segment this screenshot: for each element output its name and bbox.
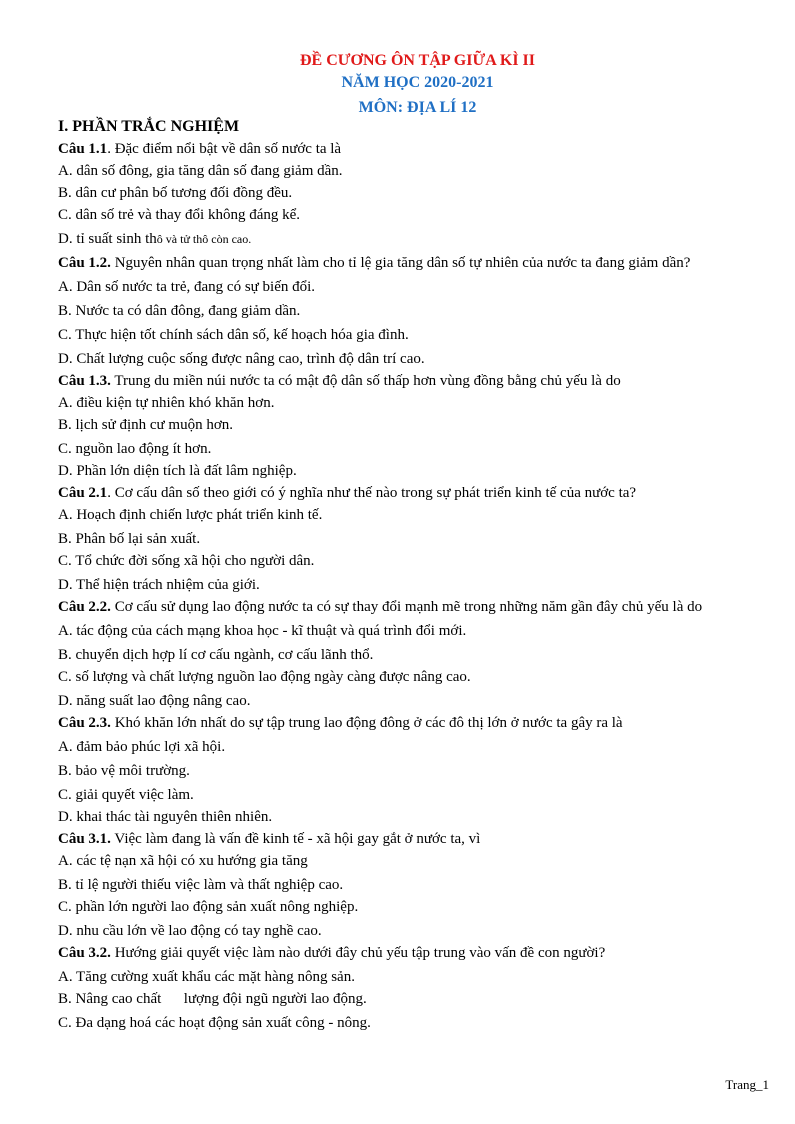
question-text: . Đặc điểm nổi bật về dân số nước ta là: [107, 141, 342, 157]
option: B. bảo vệ môi trường.: [58, 763, 190, 779]
question-number: Câu 1.2.: [58, 255, 111, 271]
question-2-1: [58, 482, 778, 504]
document-title: ĐỀ CƯƠNG ÔN TẬP GIỮA KÌ II: [300, 52, 535, 69]
option: C. Đa dạng hoá các hoạt động sản xuất công - nông.: [58, 1015, 371, 1031]
option: D. nhu cầu lớn về lao động có tay nghề cao.: [58, 923, 322, 939]
option: B. Nâng cao chất lượng đội ngũ người lao động.: [58, 991, 367, 1007]
option: A. tác động của cách mạng khoa học - kĩ thuật và quá trình đổi mới.: [58, 623, 467, 639]
option: D. năng suất lao động nâng cao.: [58, 693, 251, 709]
question-text: . Cơ cấu dân số theo giới có ý nghĩa như thế nào trong sự phát triển kinh tế của nước ta?: [107, 485, 637, 501]
document-body: [58, 116, 778, 1034]
option: A. Dân số nước ta trẻ, đang có sự biến đổi.: [58, 279, 316, 295]
question-text: Việc làm đang là vấn đề kinh tế - xã hội gay gắt ở nước ta, vì: [110, 831, 481, 847]
question-number: Câu 2.3.: [58, 715, 111, 731]
question-number: Câu 2.1: [58, 485, 108, 501]
question-1-1: [58, 138, 778, 160]
section-title: I. PHẦN TRẮC NGHIỆM: [58, 118, 240, 135]
school-year: NĂM HỌC 2020-2021: [341, 74, 494, 91]
option: B. chuyển dịch hợp lí cơ cấu ngành, cơ cấu lãnh thổ.: [58, 647, 374, 663]
option: D. Chất lượng cuộc sống được nâng cao, trình độ dân trí cao.: [58, 351, 425, 367]
option: D. Thể hiện trách nhiệm của giới.: [58, 577, 260, 593]
question-number: Câu 3.2.: [58, 945, 111, 961]
option: C. Thực hiện tốt chính sách dân số, kế hoạch hóa gia đình.: [58, 327, 409, 343]
question-number: Câu 1.3.: [58, 373, 111, 389]
option: B. dân cư phân bố tương đối đồng đều.: [58, 185, 293, 201]
option: A. đảm bảo phúc lợi xã hội.: [58, 739, 226, 755]
option: C. nguồn lao động ít hơn.: [58, 441, 212, 457]
option: C. số lượng và chất lượng nguồn lao động ngày càng được nâng cao.: [58, 669, 471, 685]
option: B. Phân bố lại sản xuất.: [58, 531, 201, 547]
option: D. khai thác tài nguyên thiên nhiên.: [58, 809, 273, 825]
option: A. Tăng cường xuất khẩu các mặt hàng nông sản.: [58, 969, 355, 985]
option-text-small: ô và tử thô còn cao.: [156, 232, 252, 246]
option: B. Nước ta có dân đông, đang giảm dần.: [58, 303, 301, 319]
option-text: D. tỉ suất sinh th: [58, 231, 157, 247]
option: C. Tổ chức đời sống xã hội cho người dân.: [58, 553, 315, 569]
option: C. phần lớn người lao động sản xuất nông nghiệp.: [58, 899, 359, 915]
option: B. tỉ lệ người thiếu việc làm và thất nghiệp cao.: [58, 877, 344, 893]
question-2-3: [58, 712, 778, 734]
option: [58, 228, 778, 250]
option: A. các tệ nạn xã hội có xu hướng gia tăng: [58, 853, 308, 869]
option: B. lịch sử định cư muộn hơn.: [58, 417, 234, 433]
question-2-2: [58, 596, 778, 618]
option: C. giải quyết việc làm.: [58, 787, 194, 803]
option: A. Hoạch định chiến lược phát triển kinh tế.: [58, 507, 323, 523]
option: C. dân số trẻ và thay đổi không đáng kể.: [58, 207, 301, 223]
question-text: Cơ cấu sử dụng lao động nước ta có sự thay đổi mạnh mẽ trong những năm gần đây chủ yếu là do: [110, 599, 703, 615]
question-text: Nguyên nhân quan trọng nhất làm cho tỉ lệ gia tăng dân số tự nhiên của nước ta đang giảm dần?: [110, 255, 691, 271]
option: A. dân số đông, gia tăng dân số đang giảm dần.: [58, 163, 343, 179]
page-number: Trang_1: [725, 1077, 769, 1092]
question-number: Câu 3.1.: [58, 831, 111, 847]
option: A. điều kiện tự nhiên khó khăn hơn.: [58, 395, 275, 411]
question-number: Câu 1.1: [58, 141, 108, 157]
subject-title: MÔN: ĐỊA LÍ 12: [358, 99, 477, 116]
question-3-1: [58, 828, 778, 850]
question-text: Hướng giải quyết việc làm nào dưới đây chủ yếu tập trung vào vấn đề con người?: [110, 945, 606, 961]
question-1-2: [58, 252, 778, 274]
question-text: Khó khăn lớn nhất do sự tập trung lao động đông ở các đô thị lớn ở nước ta gây ra là: [110, 715, 623, 731]
question-3-2: [58, 942, 778, 964]
question-1-3: [58, 370, 778, 392]
question-text: Trung du miền núi nước ta có mật độ dân số thấp hơn vùng đồng bằng chủ yếu là do: [110, 373, 621, 389]
question-number: Câu 2.2.: [58, 599, 111, 615]
option: D. Phần lớn diện tích là đất lâm nghiệp.: [58, 463, 297, 479]
